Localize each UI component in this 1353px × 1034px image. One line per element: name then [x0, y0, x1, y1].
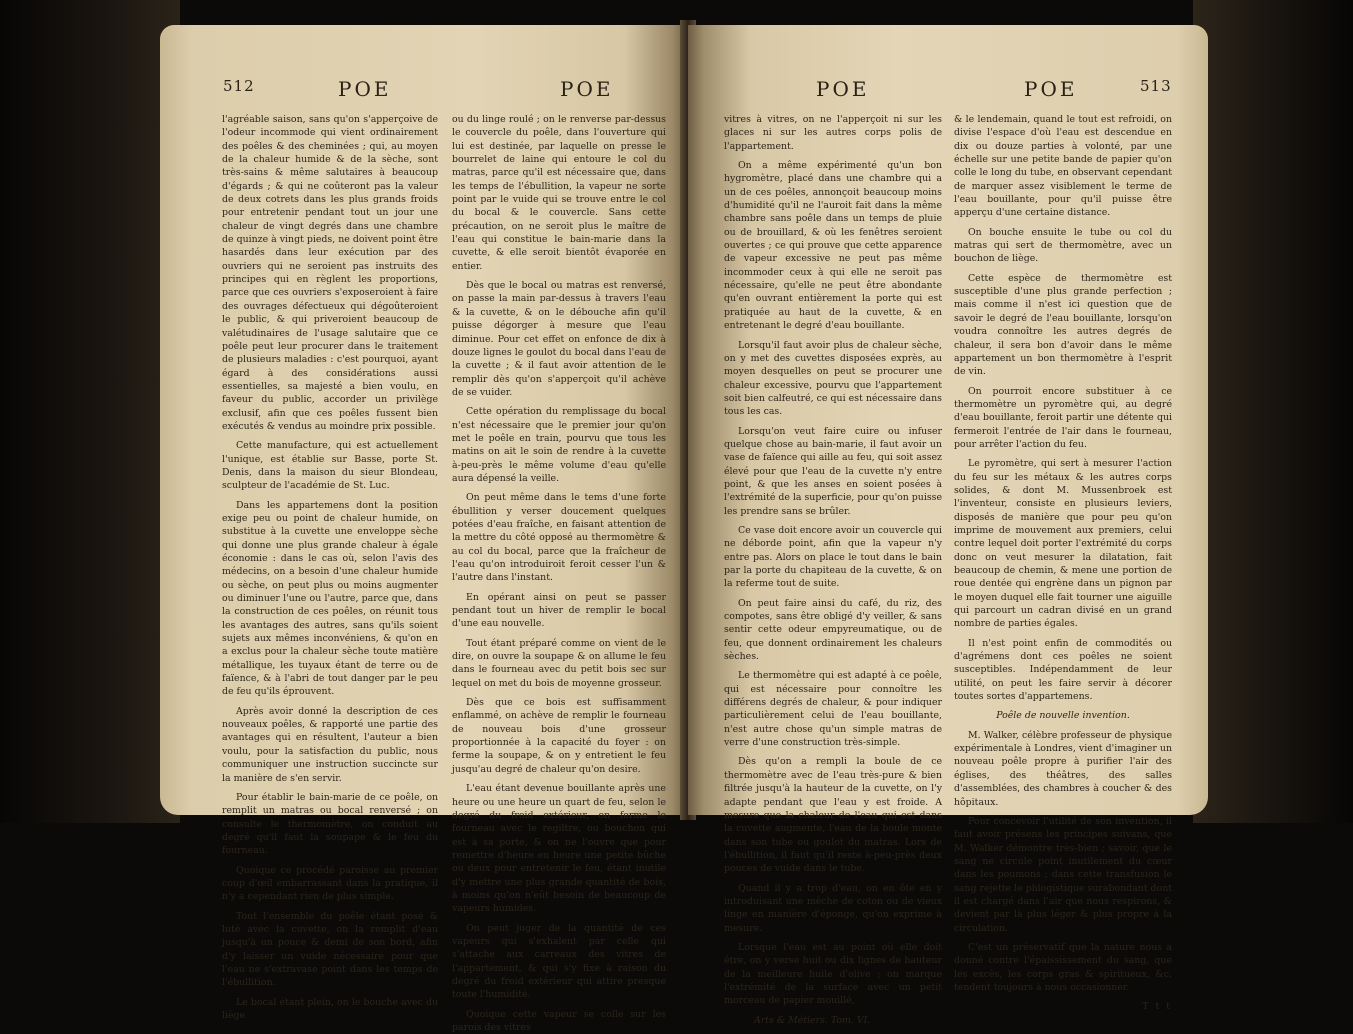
paragraph: Le pyromètre, qui sert à mesurer l'action du feu sur les métaux & les autres corps solides, & dont M. Mussenbroek est l'inventeur, consiste en plusieurs leviers, disposés de manière que pour peu qu'on imprime de mouvement aux premiers, celui contre lequel doit porter l'extrémité du corps donc on veut mesurer la dilatation, fait beaucoup de chemin, & mene une portion de roue dentée qui engrène dans un pignon par le moyen duquel elle fait tourner une aiguille qui parcourt un cadran divisé en un grand nombre de parties égales.	[954, 458, 1172, 630]
right-page	[688, 25, 1208, 1026]
paragraph: Cette manufacture, qui est actuellement l'unique, est établie sur Basse, porte St. Denis, dans la maison du sieur Blondeau, sculpteur de l'académie de St. Luc.	[222, 440, 438, 492]
paragraph: Pour concevoir l'utilité de son invention, il faut avoir présens les principes suivans, que M. Walker démontre très-bien ; savoir, que le sang ne circule point inutilement du cœur dans les poumons ; dans cette transfusion le sang rejette le phlogistique surabondant dont il est chargé dans l'air que nous respirons, & devient par là plus léger & plus propre à la circulation.	[954, 815, 1172, 934]
left-shadow	[0, 0, 180, 823]
right-running-head-1: POE	[816, 77, 870, 101]
paragraph: ou du linge roulé ; on le renverse par-dessus le couvercle du poêle, dans l'ouverture qui lui est destinée, par laquelle on presse le bourrelet de laine qui entoure le col du matras, parce qu'il est nécessaire que, dans les temps de l'ébullition, la vapeur ne sorte point par le vuide qui se trouve entre le col du bocal & le couvercle. Sans cette précaution, on ne seroit plus le maître de l'eau qui constitue le bain-marie dans la cuvette, & elle seroit bientôt évaporée en entier.	[452, 114, 666, 272]
left-running-head-1: POE	[338, 77, 392, 101]
paragraph: On peut même dans le tems d'une forte ébullition y verser doucement quelques potées d'eau fraîche, en faisant attention de la mettre du côté opposé au thermomètre & au col du bocal, parce que la fraîcheur de l'eau qu'on introduiroit feroit cesser l'un & l'autre dans l'instant.	[452, 492, 666, 584]
section-title: Poêle de nouvelle invention.	[996, 710, 1130, 722]
paragraph: Tout étant préparé comme on vient de le dire, on ouvre la soupape & on allume le feu dans le fourneau avec du petit bois sec sur lequel on met du bois de moyenne grosseur.	[452, 637, 666, 689]
left-page	[160, 25, 688, 1033]
paragraph: Le bocal étant plein, on le bouche avec du liège	[222, 996, 438, 1021]
paragraph: Dès que ce bois est suffisamment enflammé, on achève de remplir le fourneau de nouveau bois d'une grosseur proportionnée à la capacité du foyer : on ferme la soupape, & on y entretient le feu jusqu'au degré de chaleur qu'on desire.	[452, 697, 666, 775]
paragraph: Le thermomètre qui est adapté à ce poêle, qui est nécessaire pour connoître les différens degrés de chaleur, & pour indiquer particulièrement celui de l'eau bouillante, n'est autre chose qu'un simple matras de verre d'une construction très-simple.	[724, 670, 942, 749]
paragraph: Tout l'ensemble du poêle étant posé & luté avec la cuvette, on la remplit d'eau jusqu'à un pouce & demi de son bord, afin d'y laisser un vuide nécessaire pour que l'eau ne s'extravase point dans les temps de l'ébullition.	[222, 910, 438, 989]
paragraph: Quoique cette vapeur se colle sur les parois des vitres	[452, 1008, 666, 1033]
volume-footer: Arts & Métiers. Tom. VI.	[754, 1014, 871, 1026]
right-page-column-2	[954, 113, 1172, 1013]
paragraph: Ce vase doit encore avoir un couvercle qui ne déborde point, afin que la vapeur n'y entre pas. Alors on place le tout dans le bain par la porte du chapiteau de la cuvette, & on la referme tout de suite.	[724, 524, 942, 590]
paragraph: On peut juger de la quantité de ces vapeurs qui s'exhalent par celle qui s'attache aux carreaux des vitres de l'appartement, & qui s'y fixe à raison du degré du froid extérieur qui attire presque toute l'humidité.	[452, 922, 666, 1001]
paragraph: On pourroit encore substituer à ce thermomètre un pyromètre qui, au degré d'eau bouillante, feroit partir une détente qui fermeroit l'entrée de l'air dans le fourneau, pour arrêter l'action du feu.	[954, 385, 1172, 450]
paragraph: Cette espèce de thermomètre est susceptible d'une plus grande perfection ; mais comme il n'est ici question que de savoir le degré de l'eau bouillante, lorsqu'on voudra connoître les autres degrés de chaleur, il sera bon d'avoir dans le même appartement un bon thermomètre à l'esprit de vin.	[954, 272, 1172, 378]
paragraph: L'eau étant devenue bouillante après une heure ou une heure un quart de feu, selon le degré du froid extérieur, on ferme le fourneau avec le regiltre, ou bouchon qui est à sa porte, & on ne l'ouvre que pour remettre d'heure en heure une petite bûche ou deux pour entretenir le feu, étant inutile d'y mettre une plus grande quantité de bois, à moins qu'on n'eût besoin de beaucoup de vapeurs humides.	[452, 783, 666, 915]
right-shadow	[1193, 0, 1353, 823]
right-page-header	[688, 67, 1208, 107]
paragraph: Pour établir le bain-marie de ce poêle, on remplit un matras ou bocal renversé ; on consulte le thermomètre, on conduit au degré qu'il faut la soupape & le feu du fourneau.	[222, 791, 438, 857]
paragraph: Dans les appartemens dont la position exige peu ou point de chaleur humide, on substitue à la cuvette une enveloppe sèche qui donne une plus grande chaleur à égale économie : dans le cas où, selon l'avis des médecins, on a besoin d'une chaleur humide ou sèche, on peut plus ou moins augmenter ou diminuer l'une ou l'autre, parce que, dans la construction de ces poêles, on réunit tous les avantages des autres, sans qu'ils soient sujets aux mêmes inconvéniens, & qu'on en a exclus pour la chaleur sèche toute matière métallique, les tuyaux étant de terre ou de faïence, & à l'abri de tout danger par le peu de feu qu'ils éprouvent.	[222, 499, 438, 698]
left-page-header	[160, 67, 688, 107]
paragraph: On a même expérimenté qu'un bon hygromètre, placé dans une chambre qui a un de ces poêles, annonçoit beaucoup moins d'humidité qu'il ne l'auroit fait dans la même chambre sans poêle dans un temps de pluie ou de brouillard, & où les fenêtres seroient ouvertes ; ce qui prouve que cette apparence de vapeur excessive ne peut pas même incommoder ceux à qui elle ne seroit pas nécessaire, qu'elle ne peut être abondante qu'en ouvrant entièrement la porte qui est pratiquée au haut de la cuvette, & en entretenant le degré d'eau bouillante.	[724, 160, 942, 332]
paragraph: Après avoir donné la description de ces nouveaux poêles, & rapporté une partie des avantages qui en résultent, l'auteur a bien voulu, pour la satisfaction du public, nous communiquer une instruction succincte sur la manière de s'en servir.	[222, 705, 438, 784]
paragraph: On bouche ensuite le tube ou col du matras qui sert de thermomètre, avec un bouchon de liège.	[954, 226, 1172, 265]
paragraph: l'agréable saison, sans qu'on s'apperçoive de l'odeur incommode qui vient ordinairement des poêles & des cheminées ; qui, au moyen de la chaleur humide & de la sèche, sont très-sains & même salutaires à beaucoup d'égards ; & qui ne coûteront pas la valeur de deux cotrets dans les plus grands froids pour entretenir pendant tout un jour une chaleur de vingt degrés dans une chambre de quinze à vingt pieds, ne doivent point être hasardés dans leur exécution par des ouvriers qui ne seroient pas instruits des principes qui en règlent les proportions, parce que ces ouvriers s'exposeroient à faire des ouvrages défectueux qui dégoûteroient le public, & qui priveroient beaucoup de valétudinaires de l'usage salutaire que ce poêle peut leur procurer dans le traitement de plusieurs maladies : c'est pourquoi, ayant égard à des considérations aussi essentielles, sa majesté a bien voulu, en faveur du public, accorder un privilège exclusif, afin que ces poêles fussent bien exécutés & vendus au moindre prix possible.	[222, 114, 438, 432]
paragraph: En opérant ainsi on peut se passer pendant tout un hiver de remplir le bocal d'une eau nouvelle.	[452, 591, 666, 630]
paragraph: Cette opération du remplissage du bocal n'est nécessaire que le premier jour qu'on met le poêle en train, pourvu que tous les matins on ait le soin de rendre à la cuvette à-peu-près le même volume d'eau qu'elle aura dépensé la veille.	[452, 406, 666, 484]
paragraph: Lorsque l'eau est au point où elle doit être, on y verse huit ou dix lignes de hauteur de la meilleure huile d'olive ; on marque l'extrémité de la surface avec un petit morceau de papier mouillé,	[724, 941, 942, 1007]
paragraph: vitres à vitres, on ne l'apperçoit ni sur les glaces ni sur les autres corps polis de l'appartement.	[724, 114, 942, 152]
paragraph: & le lendemain, quand le tout est refroidi, on divise l'espace d'où l'eau est descendue en dix ou douze parties à volonté, par une échelle sur une petite bande de papier qu'on colle le long du tube, en observant cependant de marquer assez visiblement le terme de l'eau bouillante, pour qu'il puisse être apperçu d'une certaine distance.	[954, 114, 1172, 219]
left-page-column-1	[222, 113, 438, 1021]
left-running-head-2: POE	[560, 77, 614, 101]
signature-mark: T t t	[1142, 1001, 1172, 1013]
paragraph: Dès qu'on a rempli la boule de ce thermomètre avec de l'eau très-pure & bien filtrée jusqu'à la hauteur de la cuvette, on l'y adapte pendant que l'eau y est froide. A mesure que la chaleur de l'eau qui est dans la cuvette augmente, l'eau de la boule monte dans son tube ou goulot du matras. Lors de l'ébullition, il faut qu'il reste à-peu-près deux pouces de vuide dans le tube.	[724, 756, 942, 875]
paragraph: Quand il y a trop d'eau, on en ôte en y introduisant une mèche de coton ou de vieux linge en manière d'éponge, qu'on exprime à mesure.	[724, 882, 942, 934]
left-page-column-2	[452, 113, 666, 1033]
paragraph: Quoique ce procédé paroisse au premier coup d'œil embarrassant dans la pratique, il n'y a cependant rien de plus simple.	[222, 864, 438, 903]
left-page-number: 512	[223, 77, 255, 95]
right-running-head-2: POE	[1024, 77, 1078, 101]
right-page-column-1	[724, 113, 943, 1026]
paragraph: Il n'est point enfin de commodités ou d'agrémens dont ces poêles ne soient susceptibles. Indépendamment de leur utilité, on peut les faire servir à décorer toutes sortes d'appartemens.	[954, 637, 1172, 703]
paragraph: Lorsqu'on veut faire cuire ou infuser quelque chose au bain-marie, il faut avoir un vase de faïence qui aille au feu, qui soit assez élevé pour que l'eau de la cuvette n'y entre point, & que les anses en soient posées à l'extrémité de la superficie, pour qu'on puisse les prendre sans se brûler.	[724, 425, 943, 517]
paragraph: Lorsqu'il faut avoir plus de chaleur sèche, on y met des cuvettes disposées exprès, au moyen desquelles on peut se procurer une chaleur excessive, pourvu que l'appartement soit bien calfeutré, ce qui est nécessaire dans tous les cas.	[724, 339, 942, 418]
paragraph: Dès que le bocal ou matras est renversé, on passe la main par-dessus à travers l'eau & la cuvette, & on le débouche afin qu'il puisse dégorger à mesure que l'eau diminue. Pour cet effet on enfonce de dix à douze lignes le goulot du bocal dans l'eau de la cuvette ; & il faut avoir attention de le remplir dès qu'on s'apperçoit qu'il achève de se vuider.	[452, 280, 666, 398]
right-page-number: 513	[1140, 77, 1172, 95]
paragraph: C'est un préservatif que la nature nous a donné contre l'épaississement du sang, que les excès, les corps gras & spiritueux, &c. tendent toujours à nous occasionner.	[954, 941, 1172, 993]
paragraph: On peut faire ainsi du café, du riz, des compotes, sans être obligé d'y veiller, & sans sentir cette odeur empyreumatique, ou de feu, que donnent ordinairement les chaleurs sèches.	[724, 597, 942, 663]
paragraph: M. Walker, célèbre professeur de physique expérimentale à Londres, vient d'imaginer un nouveau poêle propre à purifier l'air des églises, des théâtres, des salles d'assemblées, des chambres à coucher & des hôpitaux.	[954, 729, 1172, 808]
